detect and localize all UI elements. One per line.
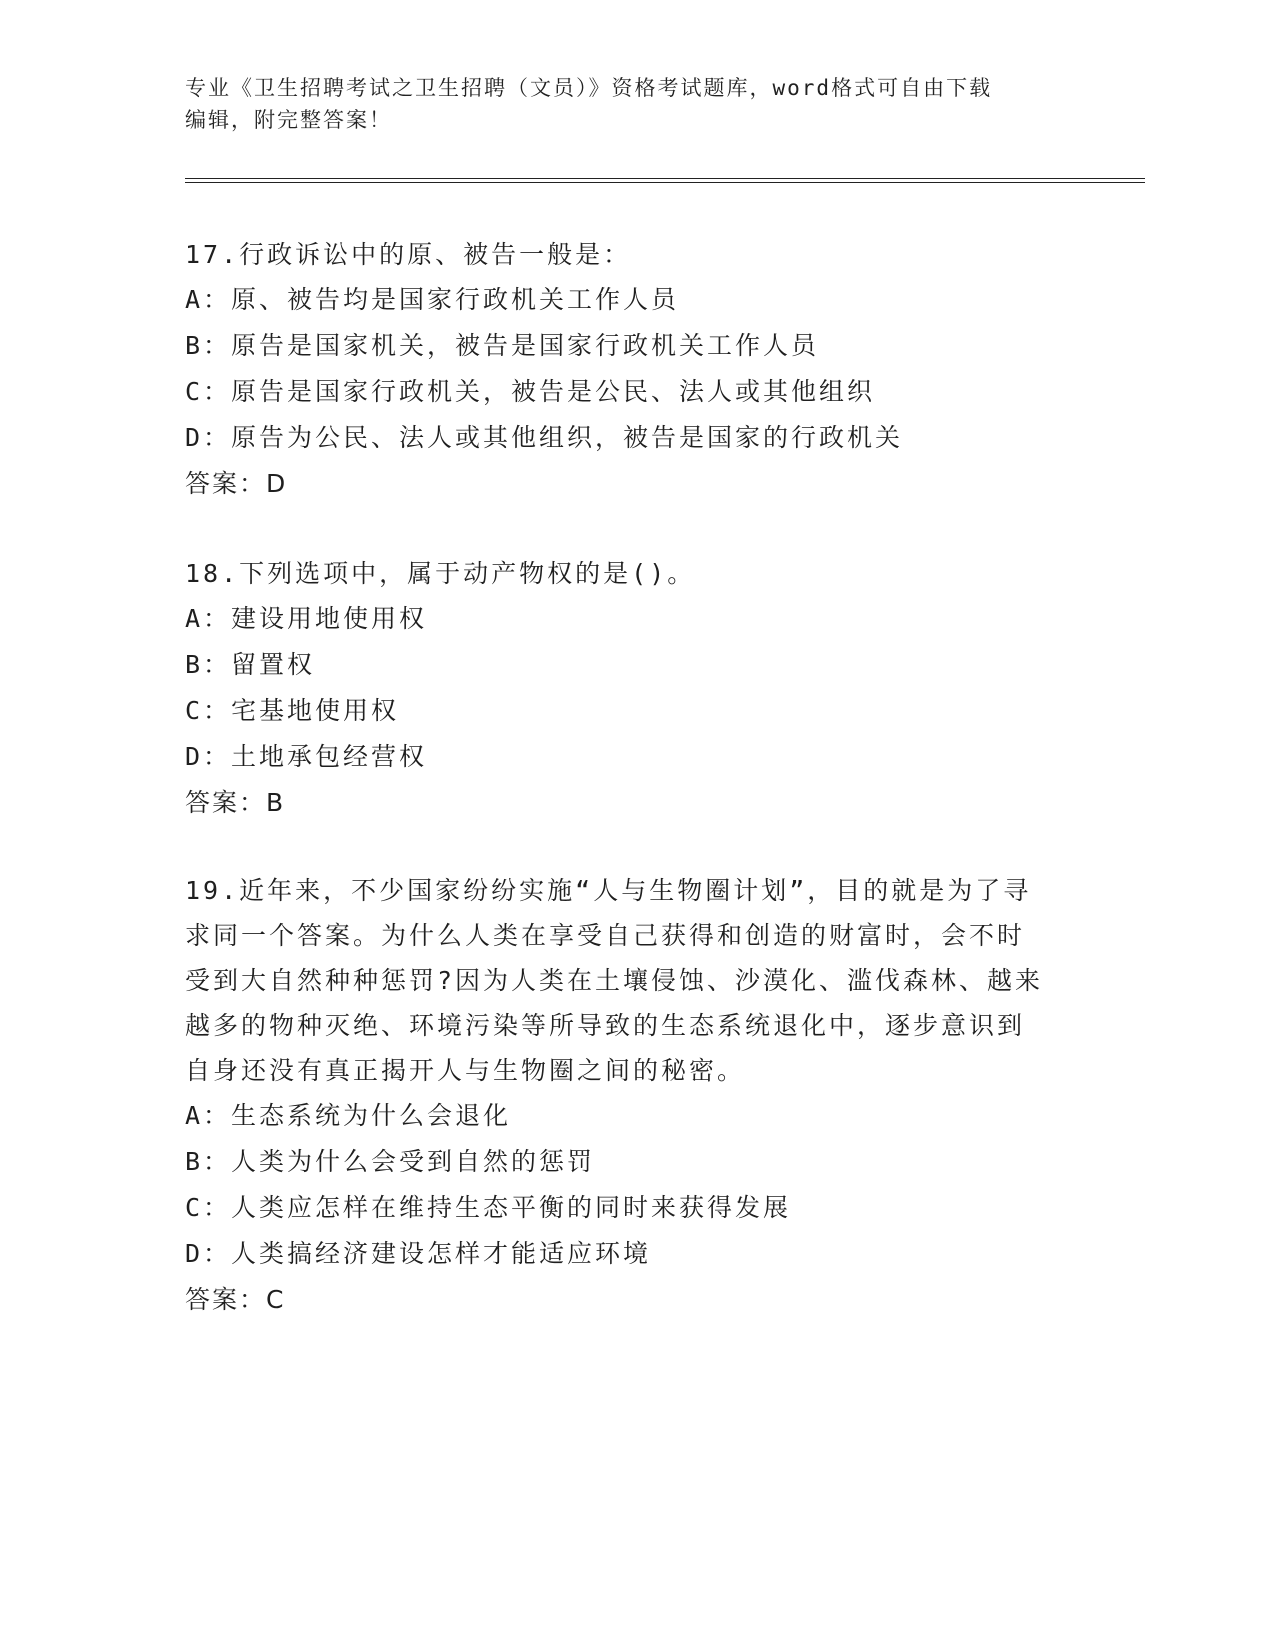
option-a: A：建设用地使用权 [185,604,428,633]
question-stem: 18.下列选项中，属于动产物权的是()。 [185,559,696,588]
option-d: D：土地承包经营权 [185,742,428,771]
question-19 [185,868,1085,1323]
header-divider-bottom [185,182,1145,183]
question-18 [185,551,1085,826]
option-b: B：留置权 [185,650,316,679]
option-b: B：人类为什么会受到自然的惩罚 [185,1147,596,1176]
header-line-2: 编辑，附完整答案！ [185,108,392,132]
answer-value: D [266,469,287,498]
question-stem-line: 越多的物种灭绝、环境污染等所导致的生态系统退化中，逐步意识到 [185,1011,1026,1040]
answer-line [185,1277,1085,1323]
answer-line [185,780,1085,826]
option-b: B：原告是国家机关，被告是国家行政机关工作人员 [185,331,820,360]
answer-label: 答案： [185,469,267,498]
option-a: A：生态系统为什么会退化 [185,1101,512,1130]
option-a: A：原、被告均是国家行政机关工作人员 [185,285,680,314]
option-d: D：原告为公民、法人或其他组织，被告是国家的行政机关 [185,423,904,452]
question-stem: 17.行政诉讼中的原、被告一般是： [185,240,632,269]
question-stem-line: 自身还没有真正揭开人与生物圈之间的秘密。 [185,1056,746,1085]
option-c: C：原告是国家行政机关，被告是公民、法人或其他组织 [185,377,876,406]
option-c: C：宅基地使用权 [185,696,400,725]
question-stem-line: 19.近年来，不少国家纷纷实施“人与生物圈计划”，目的就是为了寻 [185,876,1032,905]
answer-line [185,461,1085,507]
option-d: D：人类搞经济建设怎样才能适应环境 [185,1239,652,1268]
question-stem-line: 求同一个答案。为什么人类在享受自己获得和创造的财富时，会不时 [185,921,1026,950]
header-divider-top [185,178,1145,179]
question-17 [185,232,1085,507]
header-line-1: 专业《卫生招聘考试之卫生招聘（文员）》资格考试题库，word格式可自由下载 [185,76,993,100]
document-header [185,72,1085,136]
answer-label: 答案： [185,1285,267,1314]
answer-value: C [266,1285,285,1314]
answer-label: 答案： [185,788,267,817]
answer-value: B [266,788,285,817]
option-c: C：人类应怎样在维持生态平衡的同时来获得发展 [185,1193,792,1222]
question-stem-line: 受到大自然种种惩罚?因为人类在土壤侵蚀、沙漠化、滥伐森林、越来 [185,966,1044,995]
